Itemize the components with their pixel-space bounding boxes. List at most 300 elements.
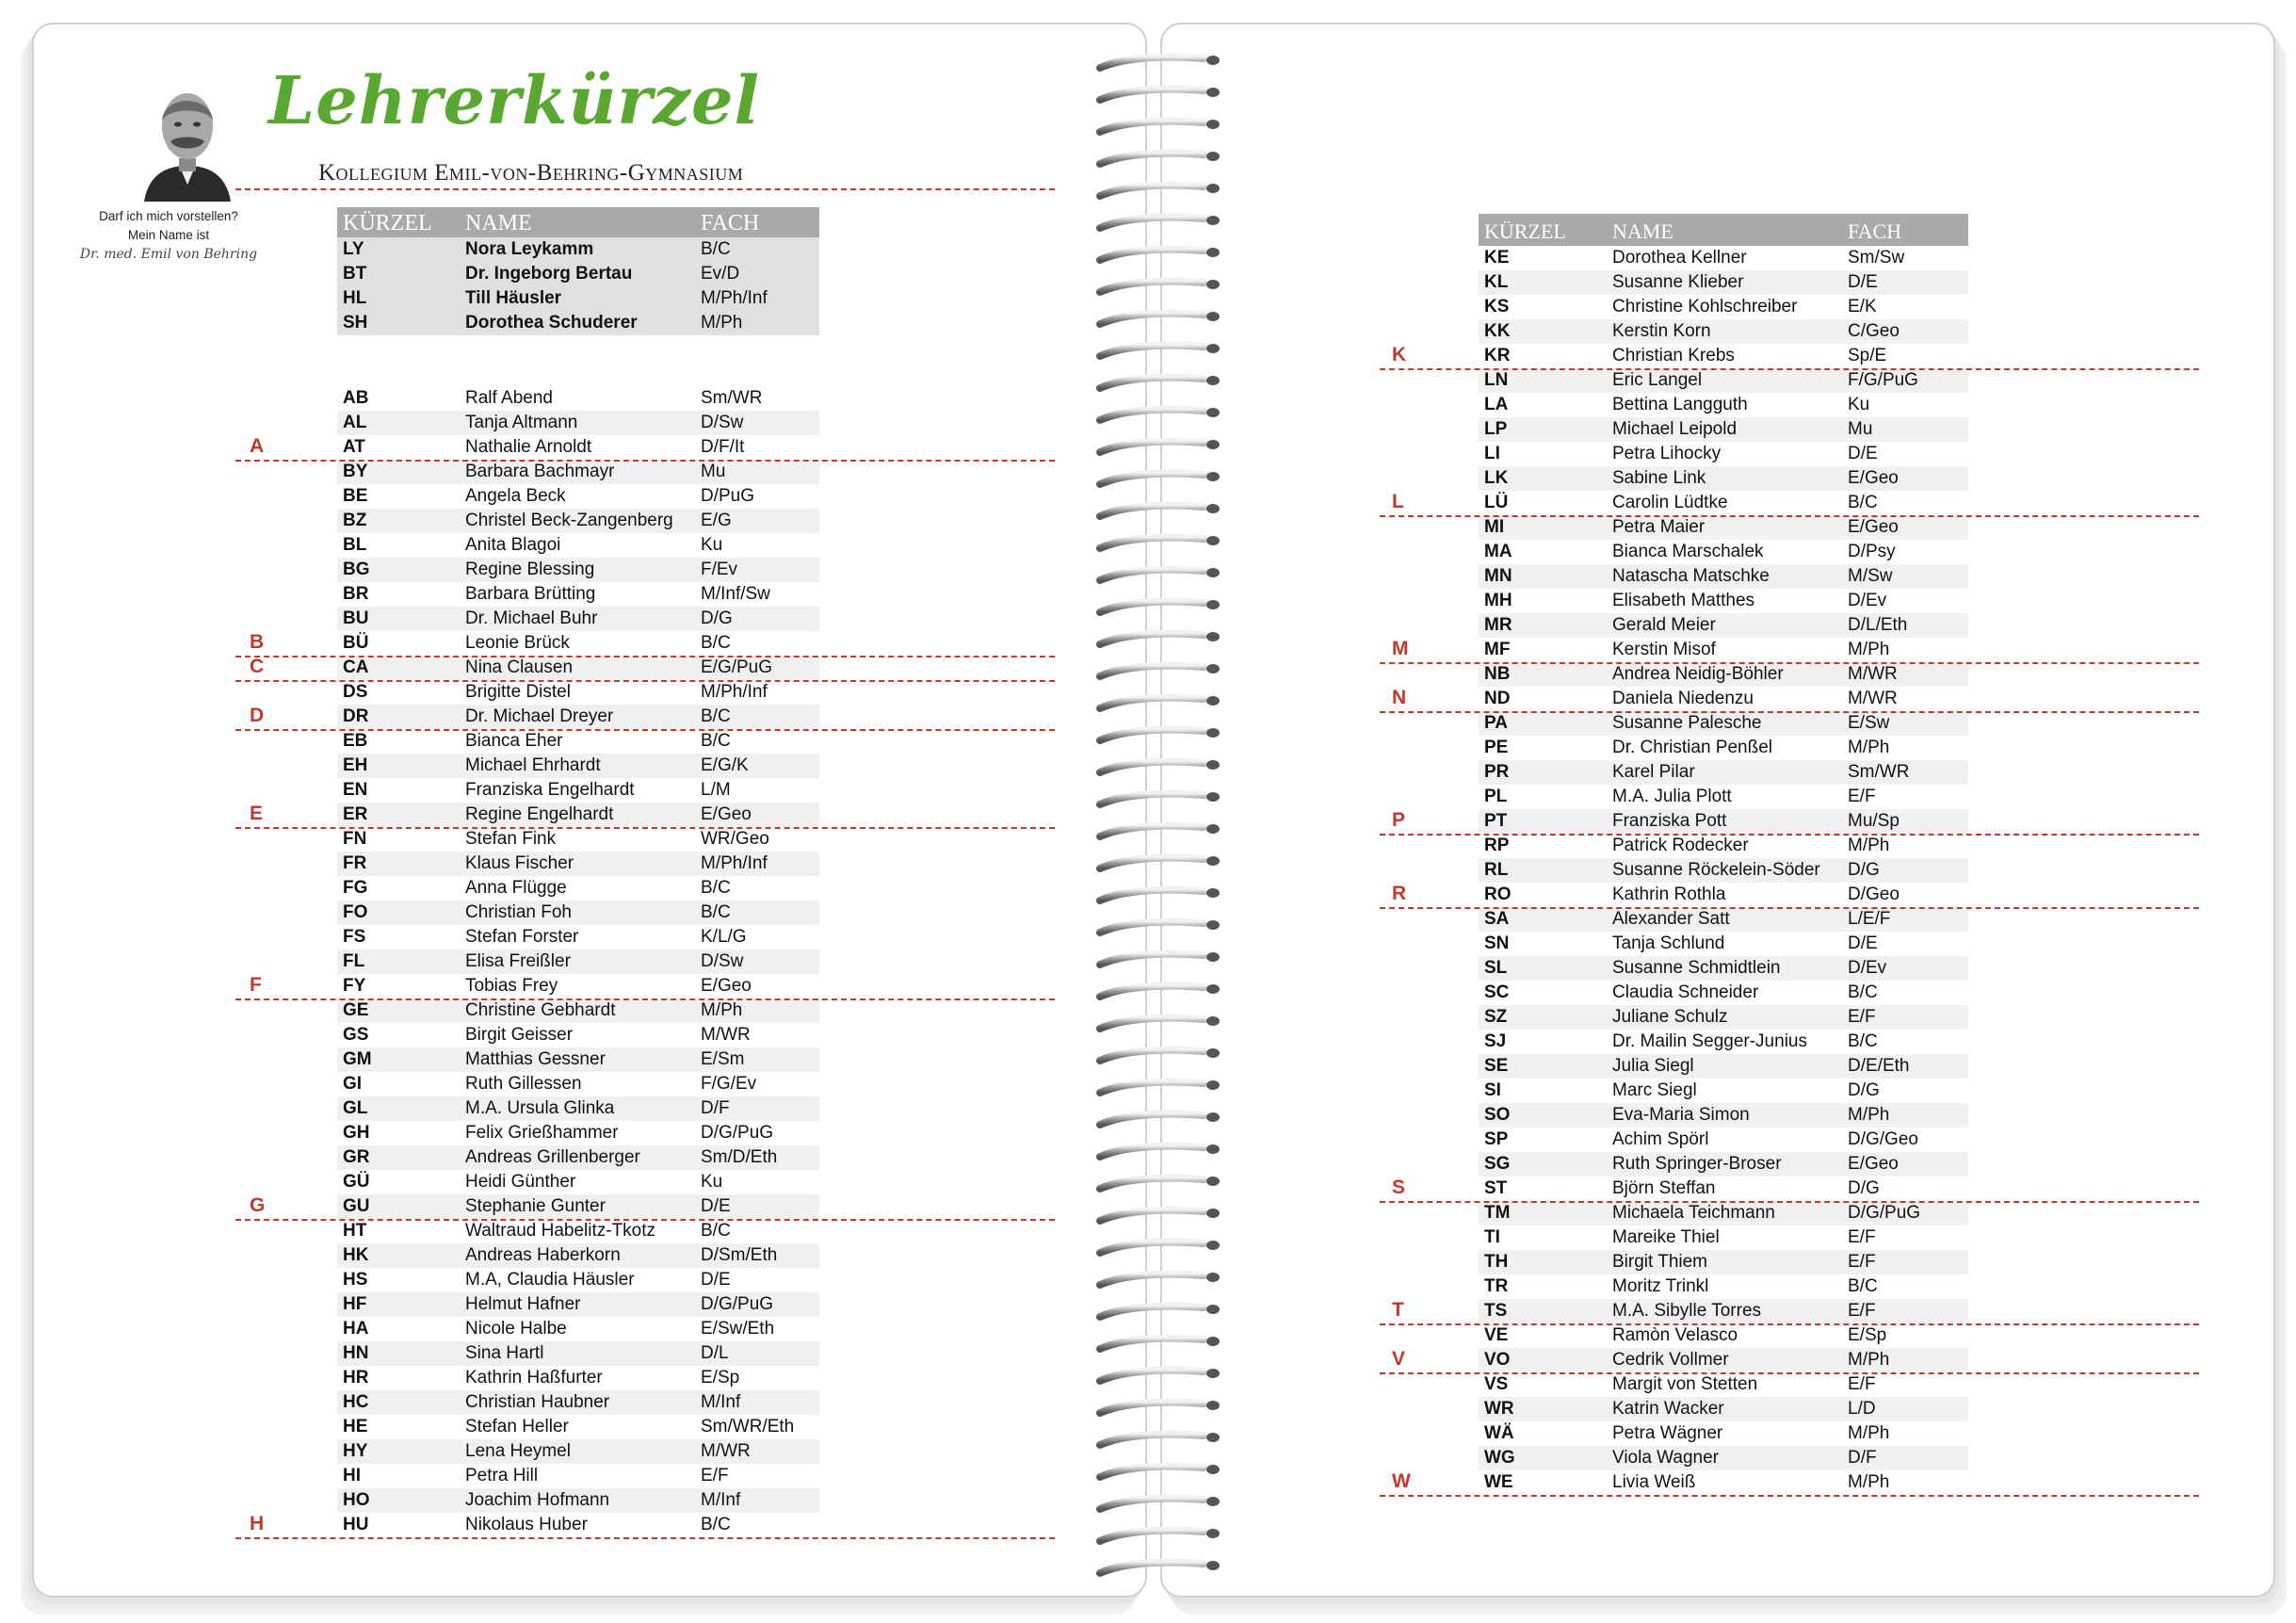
fach-cell: B/C: [1848, 982, 1878, 1002]
spiral-coil: [1100, 953, 1204, 965]
teacher-row: [1479, 834, 1968, 858]
teacher-row: [1479, 638, 1968, 662]
spiral-coil: [1100, 793, 1204, 804]
kuerzel-cell: GI: [343, 1074, 363, 1094]
section-divider: [235, 460, 1055, 462]
name-cell: Regine Blessing: [465, 560, 595, 579]
kuerzel-cell: SJ: [1484, 1031, 1507, 1051]
kuerzel-cell: RL: [1484, 860, 1509, 880]
fach-cell: B/C: [701, 706, 731, 726]
teacher-row: [337, 754, 819, 778]
teacher-row: [1479, 246, 1968, 270]
name-cell: Nora Leykamm: [465, 239, 594, 259]
name-cell: Eric Langel: [1612, 370, 1703, 390]
kuerzel-cell: SI: [1484, 1080, 1501, 1100]
name-cell: Susanne Röckelein-Söder: [1612, 860, 1820, 880]
kuerzel-cell: SL: [1484, 958, 1508, 978]
kuerzel-cell: FO: [343, 902, 368, 922]
spiral-coil: [1100, 921, 1204, 933]
spiral-coil: [1100, 153, 1204, 164]
name-cell: Ruth Gillessen: [465, 1074, 582, 1094]
kuerzel-cell: KE: [1484, 248, 1510, 268]
spiral-hole: [1206, 1209, 1220, 1218]
kuerzel-cell: KR: [1484, 346, 1511, 365]
section-letter: G: [250, 1194, 266, 1216]
name-cell: Elisa Freißler: [465, 951, 571, 971]
spiral-coil: [1100, 505, 1204, 516]
name-cell: Juliane Schulz: [1612, 1007, 1728, 1027]
fach-cell: M/Ph: [701, 1000, 743, 1020]
kuerzel-cell: MA: [1484, 542, 1512, 561]
section-divider: [1380, 368, 2199, 370]
spiral-binding: [1092, 38, 1224, 1582]
spiral-hole: [1206, 856, 1220, 866]
kuerzel-cell: GU: [343, 1196, 370, 1216]
spiral-hole: [1206, 120, 1220, 129]
kuerzel-cell: BR: [343, 584, 369, 604]
col-name-header: NAME: [1612, 219, 1673, 243]
kuerzel-cell: PT: [1484, 811, 1508, 831]
fach-cell: M/Sw: [1848, 566, 1893, 586]
name-cell: Susanne Klieber: [1612, 272, 1744, 292]
teacher-row: [337, 827, 819, 852]
fach-cell: E/Geo: [1848, 468, 1899, 488]
page-subtitle: Kollegium Emil-von-Behring-Gymnasium: [318, 160, 744, 186]
name-cell: Achim Spörl: [1612, 1129, 1709, 1149]
fach-cell: E/F: [1848, 1374, 1876, 1394]
name-cell: Dr. Mailin Segger-Junius: [1612, 1031, 1807, 1051]
spiral-hole: [1206, 152, 1220, 161]
fach-cell: D/E: [1848, 933, 1878, 953]
name-cell: Daniela Niedenzu: [1612, 689, 1754, 708]
name-cell: Christine Kohlschreiber: [1612, 297, 1798, 316]
name-cell: M.A. Julia Plott: [1612, 787, 1732, 806]
kuerzel-cell: LN: [1484, 370, 1509, 390]
name-cell: Barbara Brütting: [465, 584, 596, 604]
teacher-row: [1479, 368, 1968, 393]
leadership-row: [337, 262, 819, 286]
name-cell: Angela Beck: [465, 486, 566, 506]
teacher-row: [337, 435, 819, 460]
teacher-row: [337, 1292, 819, 1317]
teacher-row: [337, 1415, 819, 1439]
fach-cell: Sm/D/Eth: [701, 1147, 778, 1167]
section-letter: V: [1392, 1348, 1406, 1370]
section-divider: [235, 998, 1055, 1000]
teacher-row: [1479, 1005, 1968, 1030]
fach-cell: D/E: [1848, 272, 1878, 292]
kuerzel-cell: LA: [1484, 395, 1509, 414]
spiral-hole: [1206, 312, 1220, 321]
fach-cell: E/Geo: [1848, 1154, 1899, 1174]
teacher-row: [1479, 687, 1968, 711]
spiral-hole: [1206, 376, 1220, 385]
teacher-row: [1479, 564, 1968, 589]
fach-cell: Sm/WR/Eth: [701, 1417, 795, 1436]
fach-cell: D/E/Eth: [1848, 1056, 1910, 1076]
name-cell: Andreas Grillenberger: [465, 1147, 640, 1167]
kuerzel-cell: KL: [1484, 272, 1509, 292]
kuerzel-cell: MN: [1484, 566, 1512, 586]
teacher-row: [1479, 1274, 1968, 1299]
spiral-hole: [1206, 56, 1220, 65]
col-name-header: NAME: [465, 211, 532, 235]
kuerzel-cell: HN: [343, 1343, 369, 1363]
kuerzel-cell: SE: [1484, 1056, 1509, 1076]
section-divider: [1380, 1201, 2199, 1203]
name-cell: Sina Hartl: [465, 1343, 544, 1363]
name-cell: Heidi Günther: [465, 1172, 576, 1192]
teacher-row: [337, 1390, 819, 1415]
name-cell: Viola Wagner: [1612, 1448, 1720, 1468]
spiral-hole: [1206, 1016, 1220, 1026]
spiral-coil: [1100, 217, 1204, 228]
kuerzel-cell: GM: [343, 1049, 372, 1069]
teacher-row: [337, 656, 819, 680]
fach-cell: M/WR: [701, 1441, 751, 1461]
fach-cell: D/G: [701, 609, 733, 628]
fach-cell: Mu: [1848, 419, 1873, 439]
fach-cell: E/G: [701, 511, 732, 530]
section-divider: [1380, 907, 2199, 909]
name-cell: Christian Foh: [465, 902, 572, 922]
kuerzel-cell: LY: [343, 239, 364, 259]
teacher-row: [1479, 1397, 1968, 1421]
teacher-row: [1479, 1079, 1968, 1103]
spiral-hole: [1206, 1241, 1220, 1250]
name-cell: Kerstin Korn: [1612, 321, 1711, 341]
spiral-hole: [1206, 632, 1220, 641]
section-letter: D: [250, 705, 265, 726]
name-cell: Stefan Forster: [465, 927, 579, 947]
teacher-row: [337, 1439, 819, 1464]
section-letter: W: [1392, 1470, 1411, 1492]
section-divider: [1380, 1495, 2199, 1497]
name-cell: Helmut Hafner: [465, 1294, 581, 1314]
kuerzel-cell: NB: [1484, 664, 1511, 684]
fach-cell: M/WR: [1848, 664, 1898, 684]
name-cell: Patrick Rodecker: [1612, 836, 1749, 855]
kuerzel-cell: MH: [1484, 591, 1512, 610]
kuerzel-cell: HI: [343, 1466, 361, 1485]
kuerzel-cell: FR: [343, 853, 367, 873]
fach-cell: D/F: [701, 1098, 730, 1118]
table-header: [337, 207, 819, 237]
spiral-coil: [1100, 1209, 1204, 1221]
name-cell: Nikolaus Huber: [465, 1515, 588, 1534]
kuerzel-cell: EN: [343, 780, 368, 800]
title-divider: [235, 188, 1055, 190]
fach-cell: M/Ph: [1848, 1350, 1890, 1370]
kuerzel-cell: WÄ: [1484, 1423, 1514, 1443]
kuerzel-cell: MF: [1484, 640, 1511, 659]
name-cell: Andreas Haberkorn: [465, 1245, 621, 1265]
spiral-hole: [1206, 1561, 1220, 1570]
teacher-row: [337, 1219, 819, 1243]
teacher-row: [1479, 932, 1968, 956]
kuerzel-cell: AT: [343, 437, 365, 457]
spiral-coil: [1100, 1274, 1204, 1285]
name-cell: Andrea Neidig-Böhler: [1612, 664, 1784, 684]
fach-cell: E/Sw/Eth: [701, 1319, 775, 1339]
kuerzel-cell: FY: [343, 976, 366, 996]
teacher-row: [337, 1072, 819, 1096]
teacher-row: [337, 460, 819, 484]
teacher-row: [337, 1096, 819, 1121]
spiral-hole: [1206, 216, 1220, 225]
teacher-row: [1479, 270, 1968, 295]
spiral-coil: [1100, 1081, 1204, 1093]
section-letter: H: [250, 1513, 265, 1534]
fach-cell: B/C: [701, 878, 731, 898]
name-cell: Klaus Fischer: [465, 853, 574, 873]
fach-cell: F/Ev: [701, 560, 738, 579]
teacher-row: [1479, 613, 1968, 638]
section-divider: [235, 827, 1055, 829]
spiral-coil: [1100, 441, 1204, 452]
spiral-hole: [1206, 1497, 1220, 1506]
spiral-hole: [1206, 1529, 1220, 1538]
name-cell: Lena Heymel: [465, 1441, 571, 1461]
fach-cell: E/F: [701, 1466, 729, 1485]
name-cell: Petra Lihocky: [1612, 444, 1722, 463]
kuerzel-cell: HA: [343, 1319, 369, 1339]
kuerzel-cell: GH: [343, 1123, 370, 1143]
fach-cell: C/Geo: [1848, 321, 1900, 341]
kuerzel-cell: ER: [343, 804, 368, 824]
section-divider: [1380, 662, 2199, 664]
name-cell: Stefan Fink: [465, 829, 557, 849]
teacher-row: [337, 386, 819, 411]
spiral-hole: [1206, 1433, 1220, 1442]
name-cell: Dr. Christian Penßel: [1612, 738, 1773, 757]
kuerzel-cell: HU: [343, 1515, 369, 1534]
name-cell: Till Häusler: [465, 288, 562, 308]
kuerzel-cell: ND: [1484, 689, 1511, 708]
kuerzel-cell: HR: [343, 1368, 369, 1388]
fach-cell: M/Inf/Sw: [701, 584, 770, 604]
teacher-row: [1479, 515, 1968, 540]
fach-cell: D/F: [1848, 1448, 1877, 1468]
name-cell: Michael Ehrhardt: [465, 755, 601, 775]
spiral-hole: [1206, 1177, 1220, 1186]
teacher-row: [337, 680, 819, 705]
name-cell: Carolin Lüdtke: [1612, 493, 1728, 512]
fach-cell: M/Ph: [1848, 1423, 1890, 1443]
fach-cell: Ev/D: [701, 264, 740, 284]
name-cell: Christine Gebhardt: [465, 1000, 616, 1020]
spiral-hole: [1206, 472, 1220, 481]
spiral-coil: [1100, 569, 1204, 580]
section-letter: T: [1392, 1299, 1404, 1321]
name-cell: Dr. Michael Dreyer: [465, 706, 614, 726]
kuerzel-cell: BZ: [343, 511, 367, 530]
name-cell: Petra Hill: [465, 1466, 539, 1485]
teacher-row: [337, 1194, 819, 1219]
kuerzel-cell: BT: [343, 264, 367, 284]
spiral-hole: [1206, 1369, 1220, 1378]
fach-cell: D/L/Eth: [1848, 615, 1908, 635]
leadership-row: [337, 286, 819, 311]
fach-cell: Sm/WR: [1848, 762, 1910, 782]
spiral-coil: [1100, 1370, 1204, 1381]
teacher-row: [337, 949, 819, 974]
kuerzel-cell: AB: [343, 388, 369, 408]
kuerzel-cell: MI: [1484, 517, 1505, 537]
spiral-coil: [1100, 185, 1204, 196]
teacher-row: [337, 1170, 819, 1194]
teacher-row: [1479, 760, 1968, 785]
fach-cell: M/Inf: [701, 1490, 741, 1510]
spiral-coil: [1100, 633, 1204, 644]
teacher-row: [1479, 1201, 1968, 1225]
teacher-row: [337, 1464, 819, 1488]
kuerzel-cell: BU: [343, 609, 369, 628]
kuerzel-cell: SO: [1484, 1105, 1511, 1125]
kuerzel-cell: HT: [343, 1221, 367, 1241]
right-teacher-table: [1479, 214, 1968, 1495]
kuerzel-cell: SN: [1484, 933, 1510, 953]
teacher-row: [1479, 491, 1968, 515]
fach-cell: E/K: [1848, 297, 1877, 316]
kuerzel-cell: PR: [1484, 762, 1510, 782]
kuerzel-cell: HS: [343, 1270, 368, 1290]
spiral-hole: [1206, 504, 1220, 513]
fach-cell: M/Ph: [1848, 1472, 1890, 1492]
spiral-coil: [1100, 89, 1204, 100]
teacher-row: [1479, 442, 1968, 466]
teacher-row: [337, 705, 819, 729]
teacher-row: [337, 876, 819, 901]
name-cell: Marc Siegl: [1612, 1080, 1697, 1100]
fach-cell: B/C: [701, 902, 731, 922]
teacher-row: [337, 1121, 819, 1145]
name-cell: Christian Haubner: [465, 1392, 610, 1412]
fach-cell: B/C: [1848, 1276, 1878, 1296]
spiral-coil: [1100, 57, 1204, 68]
spiral-coil: [1100, 537, 1204, 548]
spiral-hole: [1206, 408, 1220, 417]
section-letter: L: [1392, 491, 1404, 512]
col-fach-header: FACH: [701, 211, 760, 235]
name-cell: Margit von Stetten: [1612, 1374, 1758, 1394]
teacher-row: [337, 1513, 819, 1537]
name-cell: Bianca Marschalek: [1612, 542, 1764, 561]
spiral-coil: [1100, 985, 1204, 997]
teacher-row: [337, 925, 819, 949]
section-letter: E: [250, 803, 264, 824]
leadership-row: [337, 237, 819, 262]
teacher-row: [1479, 1323, 1968, 1348]
fach-cell: D/PuG: [701, 486, 755, 506]
kuerzel-cell: PE: [1484, 738, 1509, 757]
section-divider: [1380, 515, 2199, 517]
teacher-row: [337, 729, 819, 754]
kuerzel-cell: VS: [1484, 1374, 1509, 1394]
col-fach-header: FACH: [1848, 219, 1902, 243]
fach-cell: D/Sm/Eth: [701, 1245, 778, 1265]
teacher-row: [337, 484, 819, 509]
spiral-hole: [1206, 888, 1220, 898]
teacher-row: [1479, 736, 1968, 760]
fach-cell: D/G/PuG: [1848, 1203, 1921, 1223]
caption-line-1: Darf ich mich vorstellen?: [99, 209, 238, 223]
fach-cell: D/Ev: [1848, 958, 1887, 978]
fach-cell: D/E: [701, 1196, 731, 1216]
spiral-hole: [1206, 760, 1220, 770]
fach-cell: Sm/Sw: [1848, 248, 1905, 268]
spiral-coil: [1100, 601, 1204, 612]
name-cell: Sabine Link: [1612, 468, 1706, 488]
spiral-coil: [1100, 761, 1204, 772]
teacher-row: [337, 1488, 819, 1513]
fach-cell: D/G: [1848, 860, 1880, 880]
spiral-hole: [1206, 1112, 1220, 1122]
spiral-hole: [1206, 696, 1220, 706]
kuerzel-cell: LÜ: [1484, 493, 1509, 512]
fach-cell: E/Geo: [701, 976, 752, 996]
spiral-coil: [1100, 1338, 1204, 1349]
kuerzel-cell: FG: [343, 878, 368, 898]
fach-cell: M/Ph: [1848, 738, 1890, 757]
spiral-coil: [1100, 1434, 1204, 1445]
teacher-row: [337, 631, 819, 656]
kuerzel-cell: GL: [343, 1098, 368, 1118]
teacher-row: [1479, 393, 1968, 417]
fach-cell: M/Ph: [1848, 640, 1890, 659]
kuerzel-cell: AL: [343, 413, 367, 432]
name-cell: Kerstin Misof: [1612, 640, 1716, 659]
section-divider: [235, 1219, 1055, 1221]
name-cell: Petra Maier: [1612, 517, 1706, 537]
spiral-coil: [1100, 1113, 1204, 1125]
fach-cell: Sp/E: [1848, 346, 1887, 365]
kuerzel-cell: GÜ: [343, 1172, 370, 1192]
kuerzel-cell: SC: [1484, 982, 1510, 1002]
teacher-row: [1479, 981, 1968, 1005]
teacher-row: [1479, 295, 1968, 319]
fach-cell: L/M: [701, 780, 731, 800]
spiral-hole: [1206, 1305, 1220, 1314]
section-letter: N: [1392, 687, 1407, 708]
name-cell: Dr. Michael Buhr: [465, 609, 598, 628]
teacher-row: [1479, 1250, 1968, 1274]
section-divider: [1380, 711, 2199, 713]
name-cell: Matthias Gessner: [465, 1049, 606, 1069]
name-cell: Barbara Bachmayr: [465, 462, 615, 481]
name-cell: Claudia Schneider: [1612, 982, 1759, 1002]
teacher-row: [337, 1023, 819, 1047]
name-cell: Susanne Schmidtlein: [1612, 958, 1781, 978]
kuerzel-cell: FS: [343, 927, 366, 947]
spiral-coil: [1100, 249, 1204, 260]
kuerzel-cell: GR: [343, 1147, 370, 1167]
spiral-coil: [1100, 1049, 1204, 1061]
table-header: [1479, 214, 1968, 246]
teacher-row: [1479, 1372, 1968, 1397]
section-letter: B: [250, 631, 265, 653]
section-letter: F: [250, 974, 262, 996]
fach-cell: K/L/G: [701, 927, 747, 947]
kuerzel-cell: PL: [1484, 787, 1508, 806]
spiral-coil: [1100, 1466, 1204, 1477]
kuerzel-cell: SG: [1484, 1154, 1511, 1174]
name-cell: Bettina Langguth: [1612, 395, 1748, 414]
kuerzel-cell: VO: [1484, 1350, 1511, 1370]
kuerzel-cell: PA: [1484, 713, 1508, 733]
spiral-coil: [1100, 313, 1204, 324]
fach-cell: M/WR: [701, 1025, 751, 1045]
